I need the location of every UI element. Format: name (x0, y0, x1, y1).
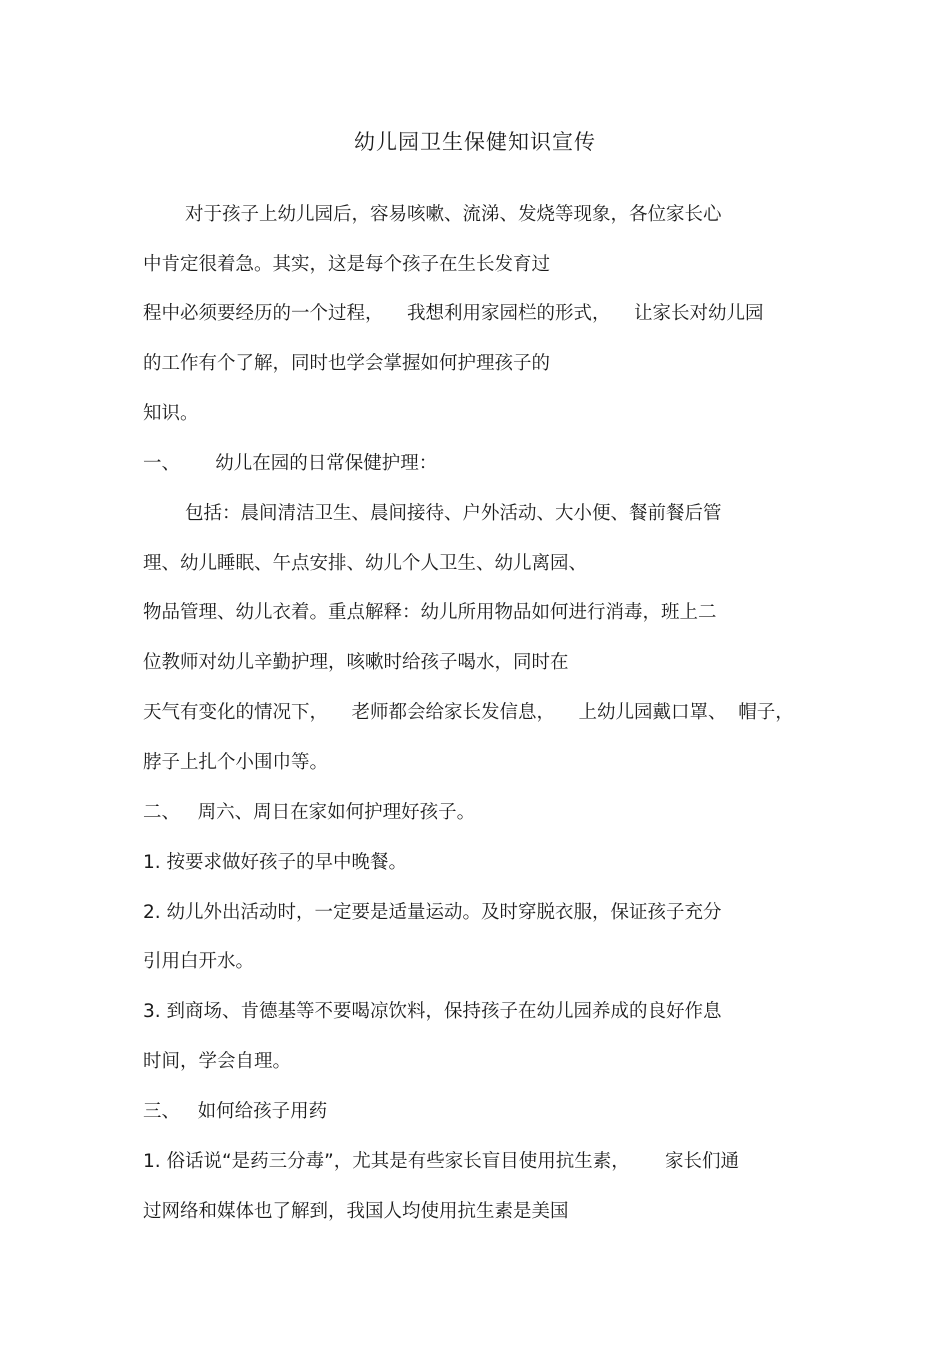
paragraph-line: 时间，学会自理。 (143, 1051, 292, 1072)
section-heading-2: 二、 周六、周日在家如何护理好孩子。 (143, 802, 476, 823)
paragraph-line: 天气有变化的情况下， 老师都会给家长发信息， 上幼儿园戴口罩、 帽子， (143, 702, 794, 723)
list-item: 2. 幼儿外出活动时，一定要是适量运动。及时穿脱衣服，保证孩子充分 (143, 902, 722, 923)
section-heading-1: 一、 幼儿在园的日常保健护理： (143, 453, 438, 474)
list-item: 3. 到商场、肯德基等不要喝凉饮料，保持孩子在幼儿园养成的良好作息 (143, 1001, 722, 1022)
paragraph-line: 位教师对幼儿辛勤护理，咳嗽时给孩子喝水，同时在 (143, 652, 569, 673)
paragraph-line: 脖子上扎个小围巾等。 (143, 752, 329, 773)
paragraph-line: 引用白开水。 (143, 951, 255, 972)
paragraph-line: 物品管理、幼儿衣着。重点解释：幼儿所用物品如何进行消毒，班上二 (143, 602, 717, 623)
list-item: 1. 俗话说“是药三分毒”，尤其是有些家长盲目使用抗生素， 家长们通 (143, 1151, 739, 1172)
paragraph-line: 过网络和媒体也了解到，我国人均使用抗生素是美国 (143, 1201, 569, 1222)
paragraph-line: 包括：晨间清洁卫生、晨间接待、户外活动、大小便、餐前餐后管 (185, 503, 722, 524)
document-title: 幼儿园卫生保健知识宣传 (354, 130, 596, 154)
paragraph-line: 的工作有个了解，同时也学会掌握如何护理孩子的 (143, 353, 551, 374)
paragraph-line: 理、幼儿睡眠、午点安排、幼儿个人卫生、幼儿离园、 (143, 553, 588, 574)
paragraph-line: 知识。 (143, 403, 199, 424)
paragraph-line: 程中必须要经历的一个过程， 我想利用家园栏的形式， 让家长对幼儿园 (143, 303, 764, 324)
list-item: 1. 按要求做好孩子的早中晚餐。 (143, 852, 408, 873)
paragraph-line: 对于孩子上幼儿园后，容易咳嗽、流涕、发烧等现象，各位家长心 (185, 204, 722, 225)
section-heading-3: 三、 如何给孩子用药 (143, 1101, 328, 1122)
paragraph-line: 中肯定很着急。其实，这是每个孩子在生长发育过 (143, 254, 551, 275)
